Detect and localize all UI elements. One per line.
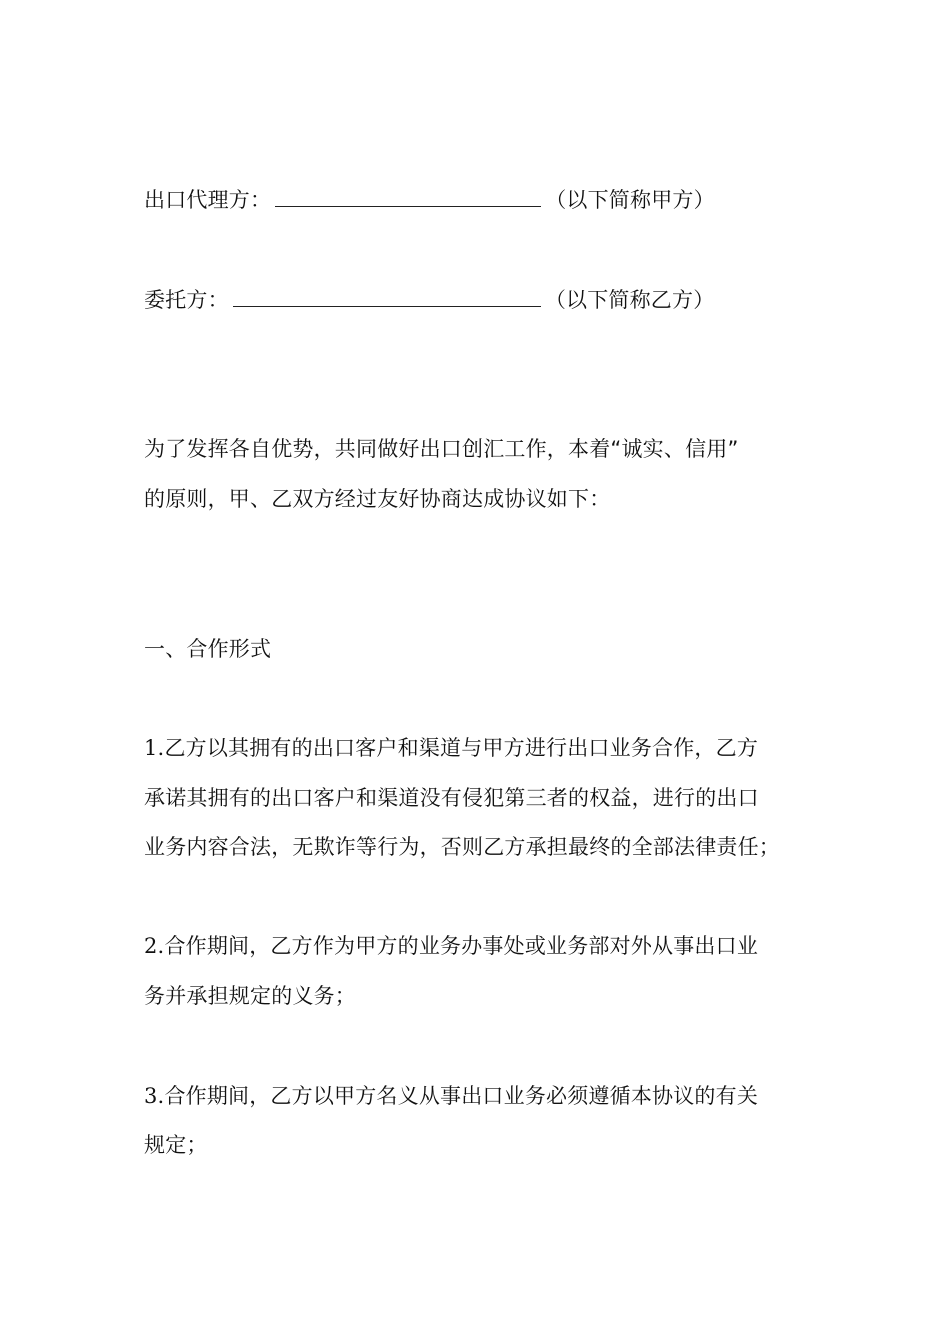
clause-1-line-3: 业务内容合法，无欺诈等行为，否则乙方承担最终的全部法律责任； [144, 835, 780, 859]
clause-1-line-2: 承诺其拥有的出口客户和渠道没有侵犯第三者的权益，进行的出口 [144, 786, 759, 810]
clause-2-text-1: 合作期间，乙方作为甲方的业务办事处或业务部对外从事出口业 [164, 934, 759, 958]
clause-2-number: 2. [144, 934, 165, 958]
agent-name-blank[interactable] [275, 188, 541, 207]
agent-party-line [144, 185, 715, 215]
agent-party-suffix: （以下简称甲方） [545, 188, 715, 212]
section-heading: 一、合作形式 [144, 637, 272, 661]
clause-3-line-1 [144, 1081, 758, 1111]
clause-3-line-2: 规定； [144, 1133, 208, 1157]
clause-3-text-1: 合作期间，乙方以甲方名义从事出口业务必须遵循本协议的有关 [164, 1084, 759, 1108]
clause-1-line-1 [144, 733, 758, 763]
preamble-line-2: 的原则，甲、乙双方经过友好协商达成协议如下： [144, 487, 611, 511]
client-name-blank[interactable] [233, 288, 541, 307]
clause-1-number: 1. [144, 736, 165, 760]
clause-2-line-2: 务并承担规定的义务； [144, 984, 356, 1008]
clause-3-number: 3. [144, 1084, 165, 1108]
client-party-label: 委托方： [144, 288, 229, 312]
client-party-line [144, 285, 714, 315]
clause-2-line-1 [144, 931, 758, 961]
preamble-line-1: 为了发挥各自优势，共同做好出口创汇工作，本着“诚实、信用” [144, 437, 739, 461]
agent-party-label: 出口代理方： [144, 188, 272, 212]
client-party-suffix: （以下简称乙方） [544, 288, 715, 312]
clause-1-text-1: 乙方以其拥有的出口客户和渠道与甲方进行出口业务合作，乙方 [164, 736, 759, 760]
